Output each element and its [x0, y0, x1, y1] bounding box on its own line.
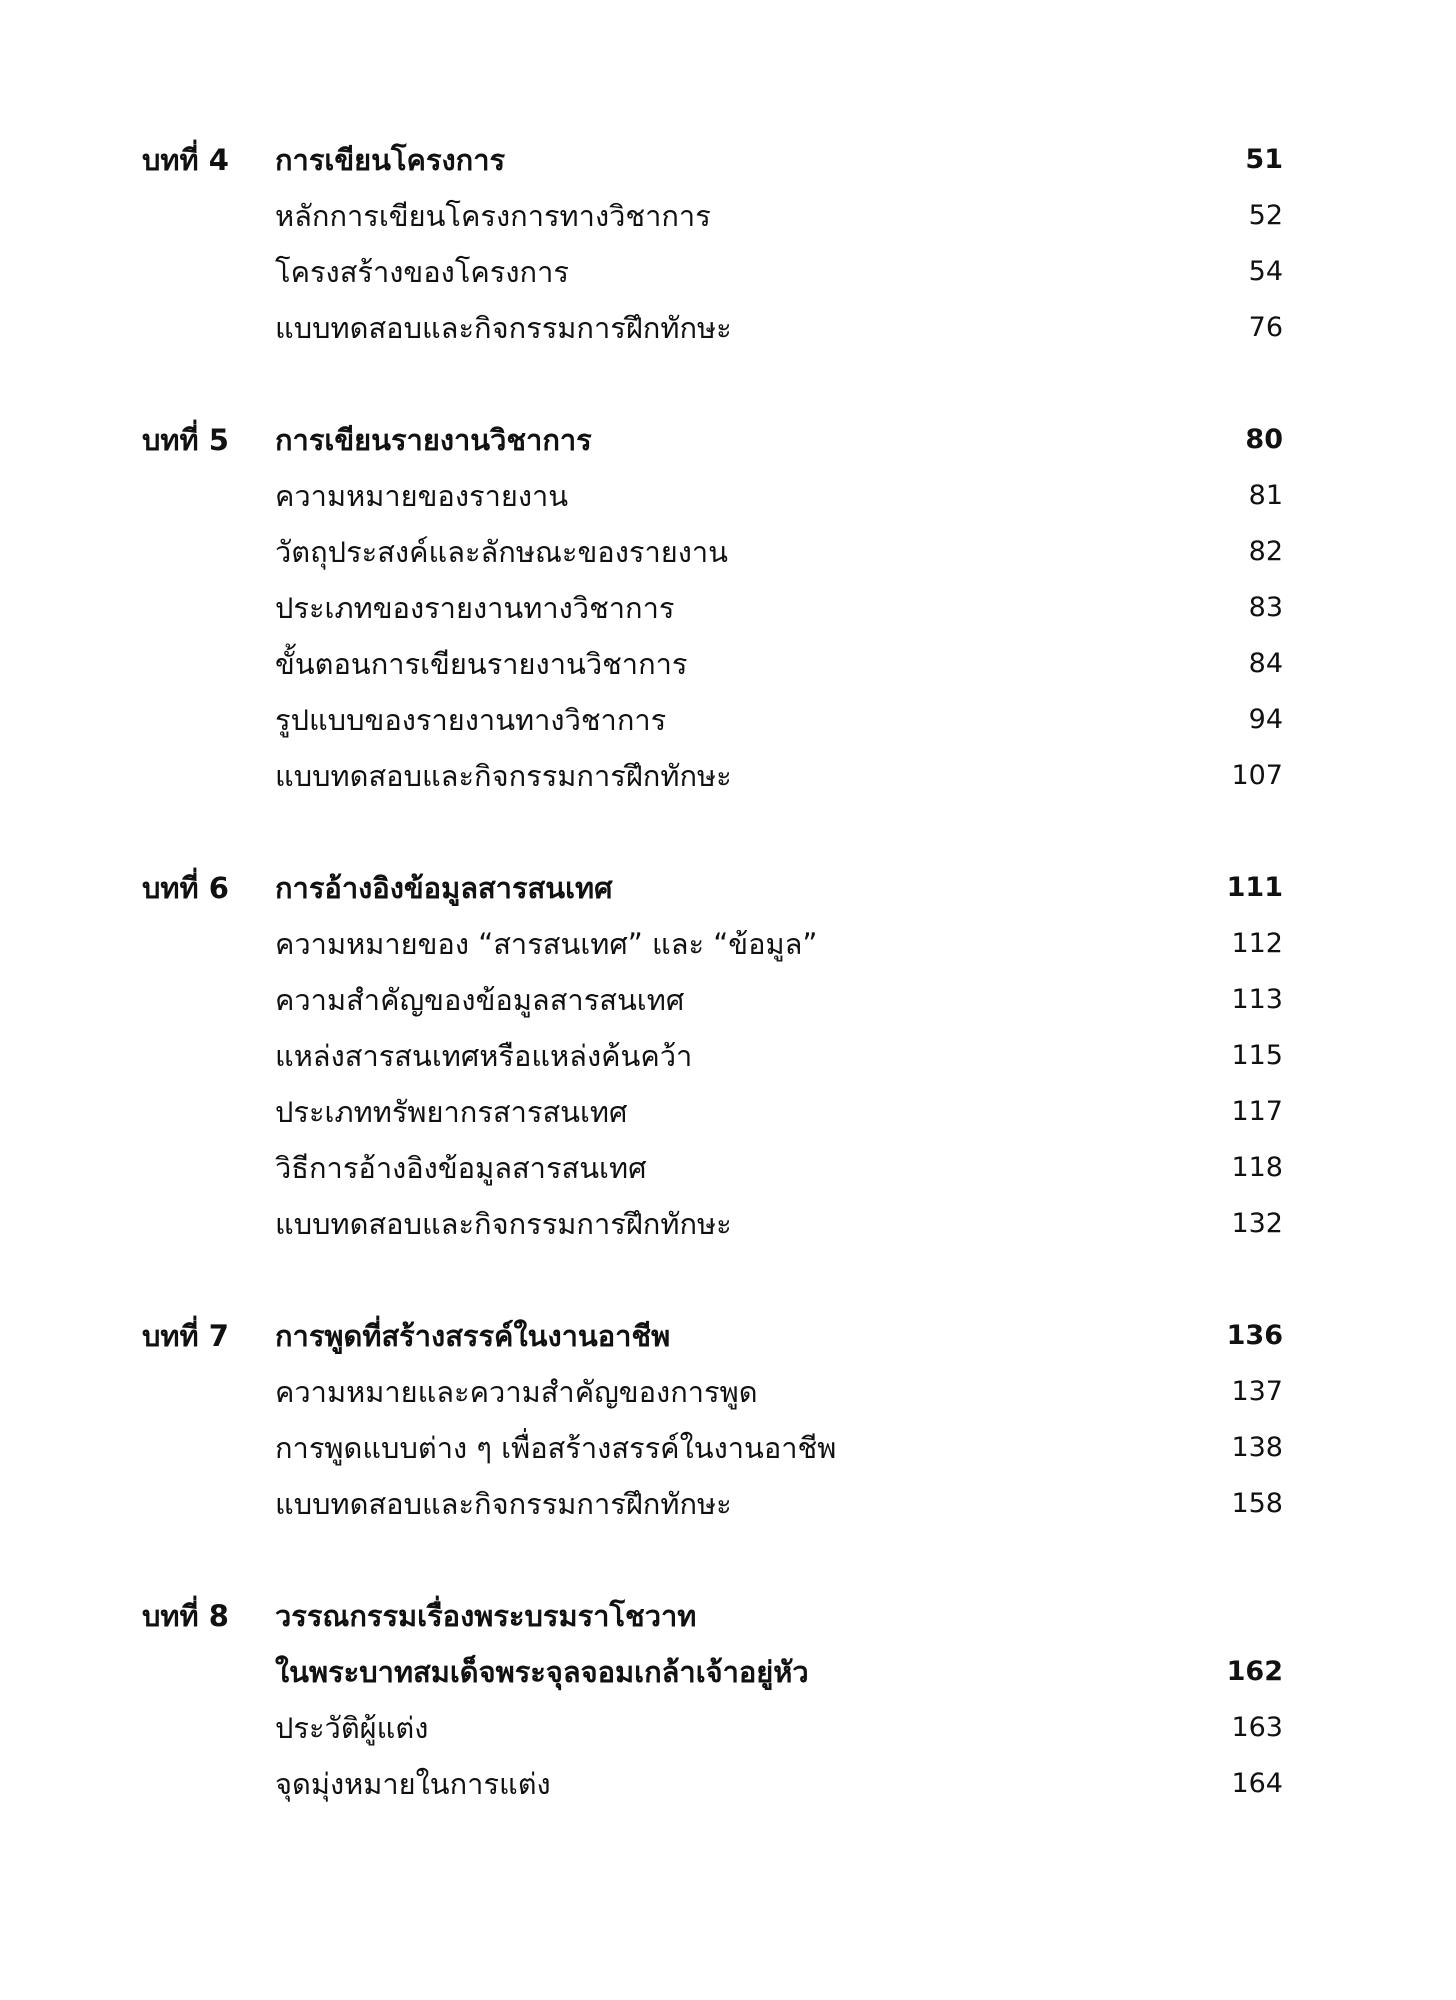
toc-entry-row — [0, 468, 1456, 524]
toc-entry-row — [0, 580, 1456, 636]
toc-chapter — [0, 860, 1456, 1252]
toc-entry-row — [0, 524, 1456, 580]
section-title: ความหมายของ “สารสนเทศ” และ “ข้อมูล” — [275, 927, 818, 961]
section-page-number: 115 — [1231, 1040, 1283, 1071]
toc-entry-row — [0, 916, 1456, 972]
chapter-label: บทที่ 8 — [142, 1599, 229, 1633]
section-title: ประวัติผู้แต่ง — [275, 1711, 429, 1745]
chapter-page-number: 111 — [1226, 872, 1283, 903]
toc-chapter — [0, 1308, 1456, 1532]
section-title: รูปแบบของรายงานทางวิชาการ — [275, 703, 667, 737]
chapter-label: บทที่ 5 — [142, 423, 229, 457]
toc-chapter — [0, 412, 1456, 804]
toc-entry-row — [0, 1196, 1456, 1252]
toc-entry-row — [0, 300, 1456, 356]
toc-entry-row — [0, 1140, 1456, 1196]
section-title: แบบทดสอบและกิจกรรมการฝึกทักษะ — [275, 759, 732, 793]
toc-entry-row — [0, 1756, 1456, 1812]
section-title: หลักการเขียนโครงการทางวิชาการ — [275, 199, 711, 233]
section-title: ขั้นตอนการเขียนรายงานวิชาการ — [275, 647, 688, 681]
chapter-title: การพูดที่สร้างสรรค์ในงานอาชีพ — [275, 1319, 671, 1353]
section-title: โครงสร้างของโครงการ — [275, 255, 569, 289]
toc-entry-row — [0, 188, 1456, 244]
chapter-heading-row — [0, 412, 1456, 468]
section-page-number: 107 — [1231, 760, 1283, 791]
chapter-heading-row — [0, 132, 1456, 188]
section-page-number: 118 — [1231, 1152, 1283, 1183]
section-title: ความหมายของรายงาน — [275, 479, 569, 513]
toc-entry-row — [0, 636, 1456, 692]
section-page-number: 54 — [1248, 256, 1283, 287]
section-page-number: 94 — [1248, 704, 1283, 735]
toc-entry-row — [0, 748, 1456, 804]
section-page-number: 76 — [1248, 312, 1283, 343]
section-title: จุดมุ่งหมายในการแต่ง — [275, 1767, 551, 1801]
toc-entry-row — [0, 1084, 1456, 1140]
chapter-title: ในพระบาทสมเด็จพระจุลจอมเกล้าเจ้าอยู่หัว — [275, 1655, 809, 1689]
chapter-page-number: 51 — [1245, 144, 1283, 175]
section-title: ความหมายและความสำคัญของการพูด — [275, 1375, 758, 1409]
section-page-number: 82 — [1248, 536, 1283, 567]
section-page-number: 113 — [1231, 984, 1283, 1015]
chapter-page-number: 80 — [1245, 424, 1283, 455]
section-page-number: 52 — [1248, 200, 1283, 231]
chapter-label: บทที่ 7 — [142, 1319, 229, 1353]
chapter-heading-row — [0, 1644, 1456, 1700]
section-page-number: 132 — [1231, 1208, 1283, 1239]
toc-entry-row — [0, 244, 1456, 300]
section-title: วิธีการอ้างอิงข้อมูลสารสนเทศ — [275, 1151, 647, 1185]
section-page-number: 138 — [1231, 1432, 1283, 1463]
chapter-title: การอ้างอิงข้อมูลสารสนเทศ — [275, 871, 613, 905]
chapter-page-number: 162 — [1226, 1656, 1283, 1687]
chapter-page-number: 136 — [1226, 1320, 1283, 1351]
chapter-title: การเขียนรายงานวิชาการ — [275, 423, 592, 457]
toc-entry-row — [0, 692, 1456, 748]
chapter-title: การเขียนโครงการ — [275, 143, 506, 177]
section-title: วัตถุประสงค์และลักษณะของรายงาน — [275, 535, 728, 569]
section-page-number: 164 — [1231, 1768, 1283, 1799]
section-title: แหล่งสารสนเทศหรือแหล่งค้นคว้า — [275, 1039, 693, 1073]
section-title: แบบทดสอบและกิจกรรมการฝึกทักษะ — [275, 1207, 732, 1241]
chapter-label: บทที่ 4 — [142, 143, 229, 177]
toc-chapter — [0, 1588, 1456, 1812]
section-title: ประเภทของรายงานทางวิชาการ — [275, 591, 675, 625]
chapter-heading-row — [0, 1308, 1456, 1364]
chapter-heading-row — [0, 1588, 1456, 1644]
chapter-title: วรรณกรรมเรื่องพระบรมราโชวาท — [275, 1599, 697, 1633]
toc-entry-row — [0, 1364, 1456, 1420]
section-title: แบบทดสอบและกิจกรรมการฝึกทักษะ — [275, 311, 732, 345]
section-title: การพูดแบบต่าง ๆ เพื่อสร้างสรรค์ในงานอาชีพ — [275, 1431, 837, 1465]
section-page-number: 81 — [1248, 480, 1283, 511]
section-page-number: 117 — [1231, 1096, 1283, 1127]
toc-entry-row — [0, 1476, 1456, 1532]
section-page-number: 137 — [1231, 1376, 1283, 1407]
section-page-number: 83 — [1248, 592, 1283, 623]
toc-entry-row — [0, 1028, 1456, 1084]
chapter-heading-row — [0, 860, 1456, 916]
section-page-number: 158 — [1231, 1488, 1283, 1519]
toc-entry-row — [0, 972, 1456, 1028]
section-page-number: 112 — [1231, 928, 1283, 959]
toc-chapter — [0, 132, 1456, 356]
chapter-label: บทที่ 6 — [142, 871, 229, 905]
section-title: ประเภททรัพยากรสารสนเทศ — [275, 1095, 628, 1129]
toc-entry-row — [0, 1420, 1456, 1476]
section-page-number: 84 — [1248, 648, 1283, 679]
section-title: ความสำคัญของข้อมูลสารสนเทศ — [275, 983, 685, 1017]
toc-entry-row — [0, 1700, 1456, 1756]
section-page-number: 163 — [1231, 1712, 1283, 1743]
section-title: แบบทดสอบและกิจกรรมการฝึกทักษะ — [275, 1487, 732, 1521]
